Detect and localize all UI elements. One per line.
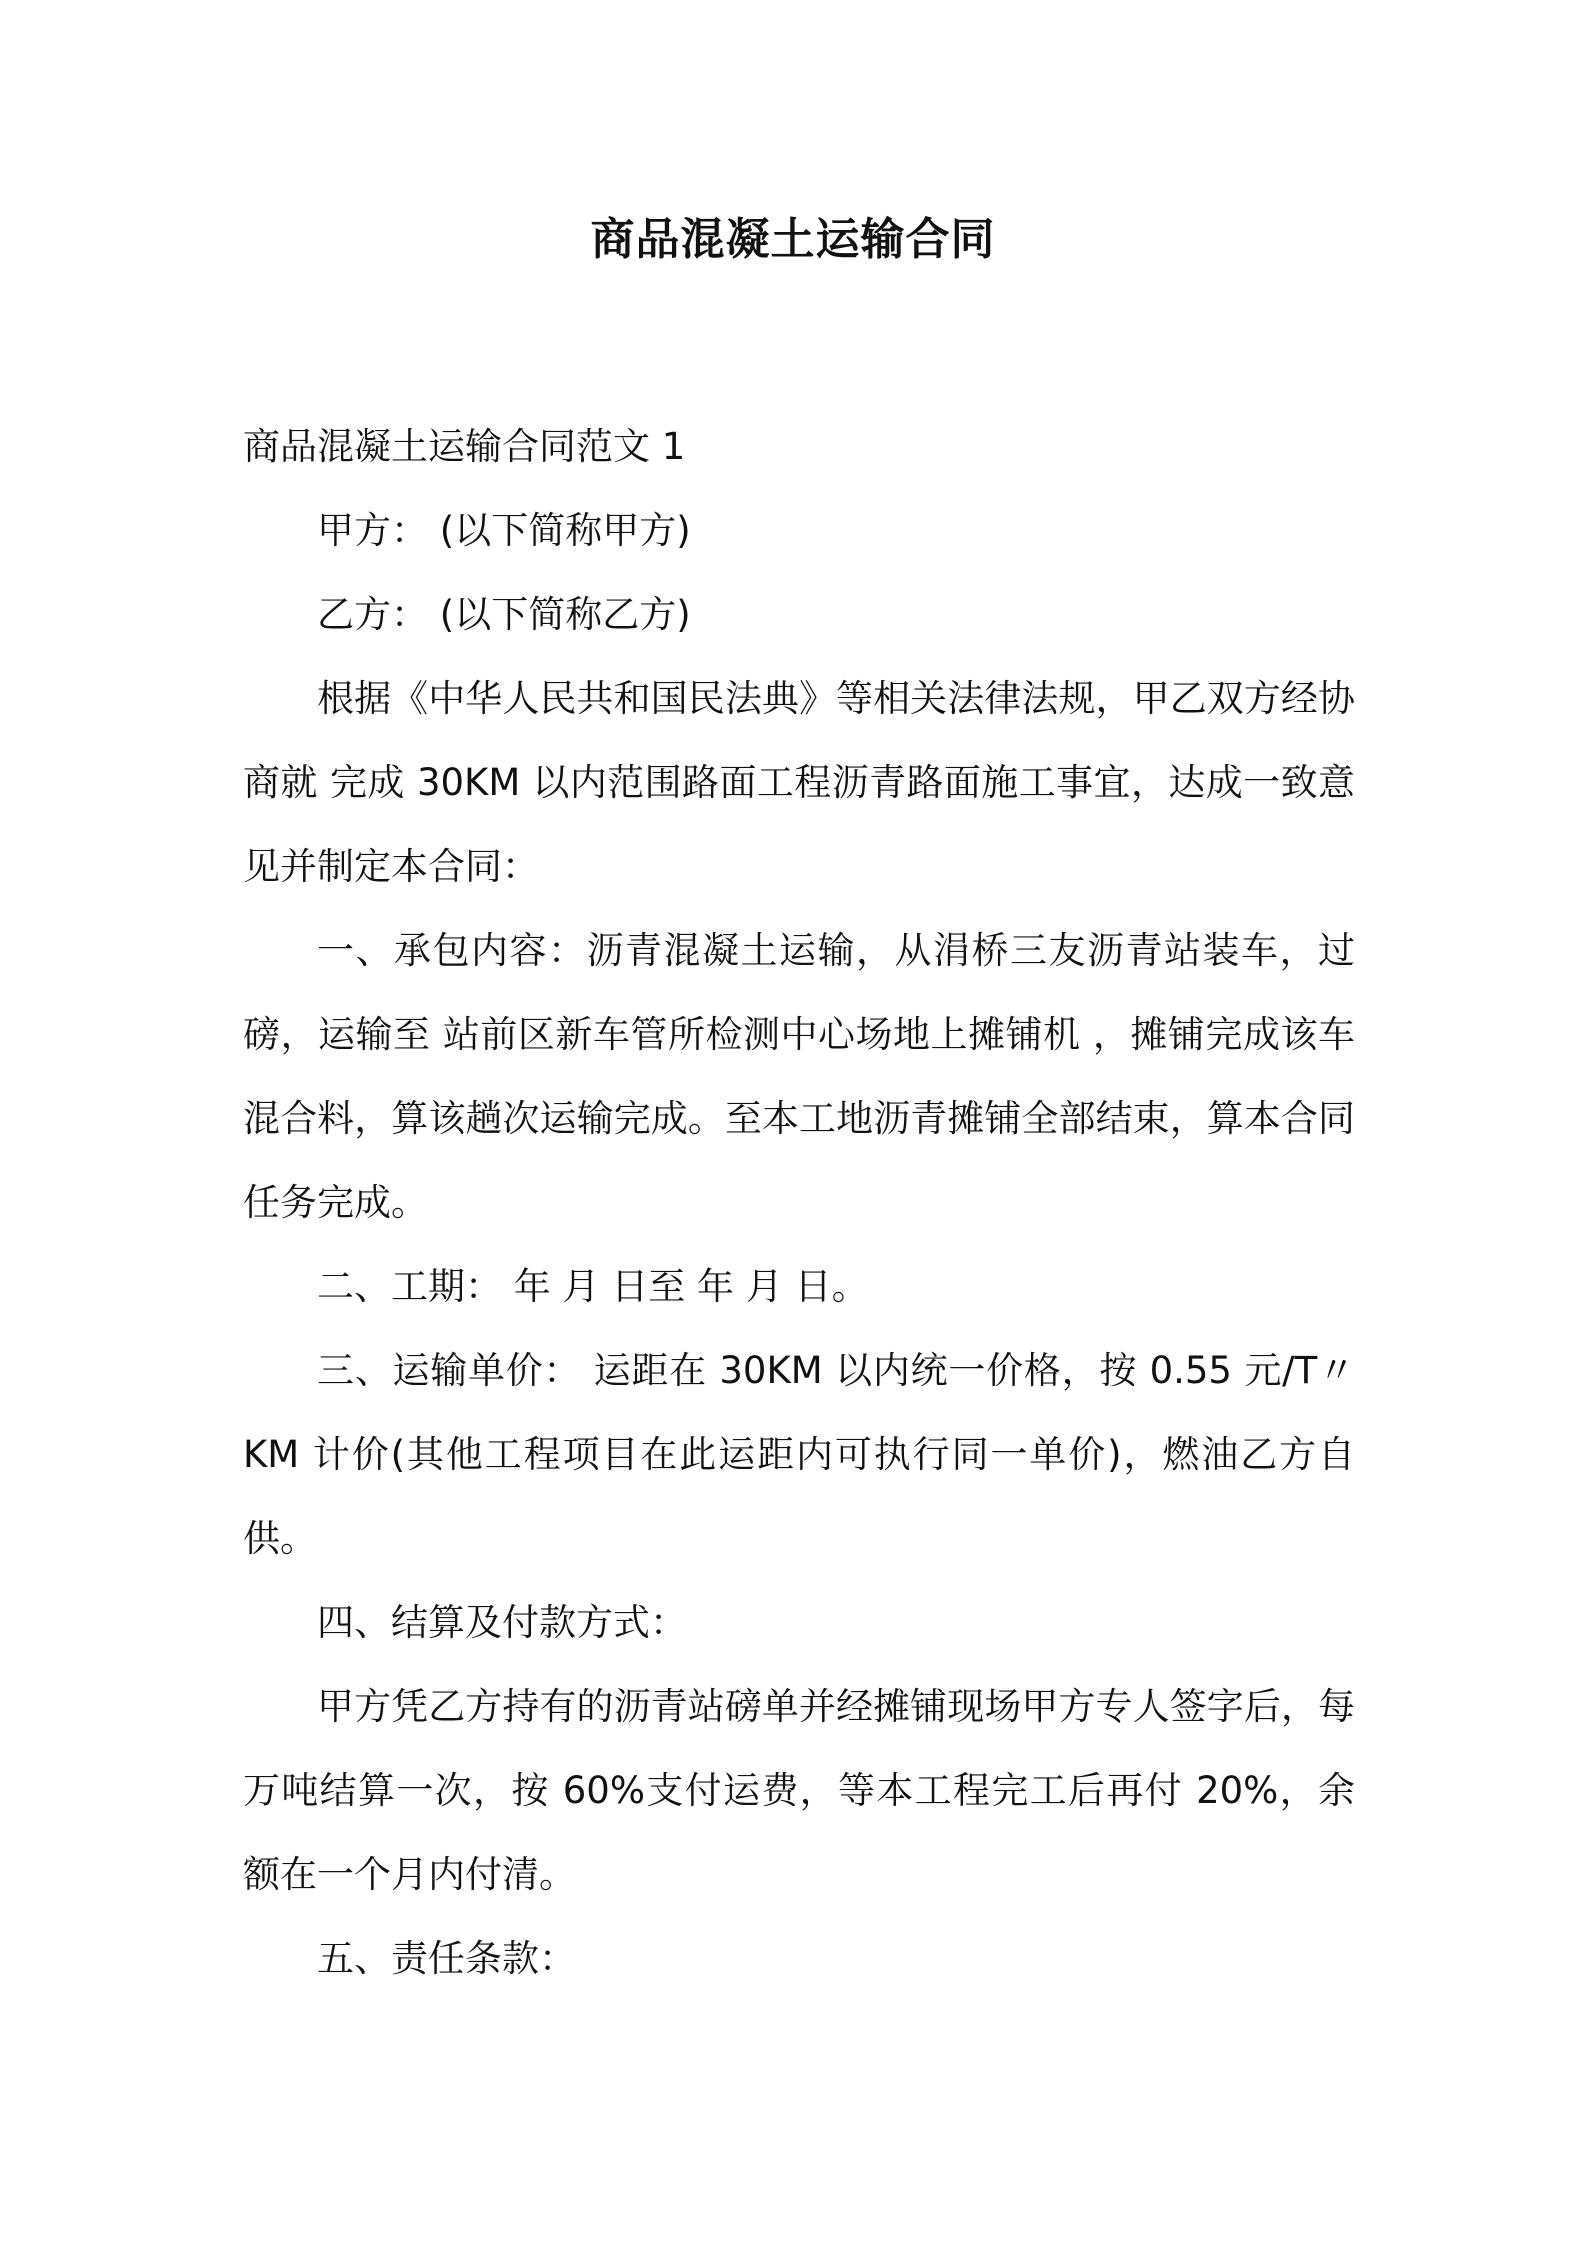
document-body (243, 405, 1355, 2001)
paragraph-liability-heading: 五、责任条款： (317, 1937, 576, 1980)
paragraph-settlement-terms: 甲方凭乙方持有的沥青站磅单并经摊铺现场甲方专人签字后，每 万吨结算一次，按 60%支付运费，等本工程完工后再付 20%，余额在一个月内付清。 (243, 1685, 1355, 1896)
paragraph-preamble: 根据《中华人民共和国民法典》等相关法律法规，甲乙双方经协商就 完成 30KM 以内范围路面工程沥青路面施工事宜，达成一致意见并制定本合同： (243, 677, 1355, 888)
paragraph-party-a: 甲方： (以下简称甲方) (317, 509, 691, 552)
paragraph-settlement-heading: 四、结算及付款方式： (317, 1601, 687, 1644)
document-title: 商品混凝土运输合同 (590, 214, 996, 265)
document-subtitle: 商品混凝土运输合同范文 1 (243, 425, 686, 468)
paragraph-party-b: 乙方： (以下简称乙方) (317, 593, 691, 636)
paragraph-scope: 一、承包内容：沥青混凝土运输，从涓桥三友沥青站装车，过磅，运输至 站前区新车管所检测中心场地上摊铺机 ，摊铺完成该车混合料，算该趟次运输完成。至本工地沥青摊铺全部结束，算本合同任务完成。 (243, 929, 1355, 1224)
paragraph-duration: 二、工期： 年 月 日至 年 月 日。 (317, 1265, 869, 1308)
paragraph-unit-price: 三、运输单价： 运距在 30KM 以内统一价格，按 0.55 元/T〃KM 计价(其他工程项目在此运距内可执行同一单价)，燃油乙方自供。 (243, 1349, 1355, 1560)
